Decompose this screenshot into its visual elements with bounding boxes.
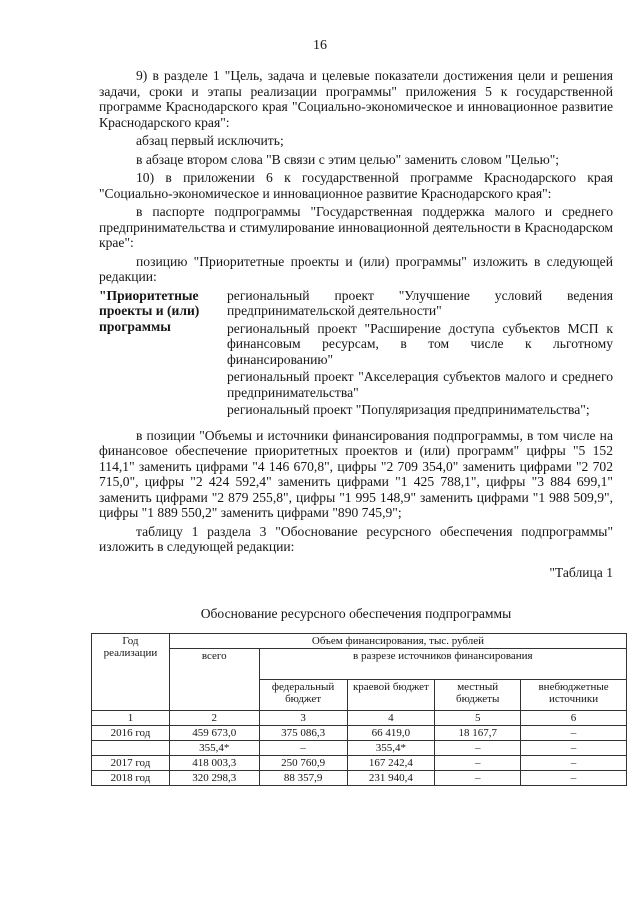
paragraph: таблицу 1 раздела 3 "Обоснование ресурсного обеспечения подпрограммы" изложить в следующей редакции: <box>99 523 613 554</box>
paragraph: в паспорте подпрограммы "Государственная поддержка малого и среднего предпринимательства и стимулирование инновационной деятельности в Краснодарском крае": <box>99 204 613 250</box>
paragraph: абзац первый исключить; <box>136 133 284 148</box>
column-number: 4 <box>347 710 435 725</box>
table-title: Обоснование ресурсного обеспечения подпрограммы <box>200 606 512 621</box>
header-regional: краевой бюджет <box>347 679 435 710</box>
header-volume: Объем финансирования, тыс. рублей <box>169 633 626 648</box>
paragraph: в абзаце втором слова "В связи с этим целью" заменить словом "Целью"; <box>136 151 560 167</box>
header-federal: федеральный бюджет <box>259 679 347 710</box>
table-header-row <box>92 633 627 648</box>
table-label: "Таблица 1 <box>549 564 613 580</box>
header-year: Год реализации <box>92 633 170 710</box>
table-row <box>92 770 627 785</box>
header-sources: в разрезе источников финансирования <box>259 648 626 679</box>
table-row <box>92 740 627 755</box>
table-header-row <box>92 648 627 679</box>
funding-table <box>91 633 627 786</box>
table-cell: 250 760,9 <box>259 755 347 770</box>
paragraph: 9) в разделе 1 "Цель, задача и целевые показатели достижения цели и решения задачи, сроки и этапы реализации программы" приложения 5 к государственной программе Краснодарского края "Социально-экономическое и инновационное развитие Краснодарского края": <box>99 68 613 130</box>
table-cell: – <box>521 755 627 770</box>
definition-label: "Приоритетные проекты и (или) программы <box>99 287 200 334</box>
definition-line: региональный проект "Улучшение условий ведения предпринимательской деятельности" <box>227 287 613 318</box>
table-cell: – <box>435 770 521 785</box>
table-cell <box>92 740 170 755</box>
table-cell: – <box>521 740 627 755</box>
table-cell: 459 673,0 <box>169 725 259 740</box>
table-cell: 2016 год <box>92 725 170 740</box>
definition-line: региональный проект "Популяризация предпринимательства"; <box>227 402 590 417</box>
definition-line: региональный проект "Расширение доступа субъектов МСП к финансовым ресурсам, в том числе к льготному финансированию" <box>227 320 613 367</box>
document-body <box>99 68 613 786</box>
header-total: всего <box>169 648 259 710</box>
table-cell: 418 003,3 <box>169 755 259 770</box>
table-cell: 66 419,0 <box>347 725 435 740</box>
table-cell: 2018 год <box>92 770 170 785</box>
table-cell: – <box>521 770 627 785</box>
table-row <box>92 755 627 770</box>
definition-lines <box>227 288 613 420</box>
column-number: 1 <box>92 710 170 725</box>
table-cell: 355,4* <box>347 740 435 755</box>
table-cell: 18 167,7 <box>435 725 521 740</box>
table-row <box>92 725 627 740</box>
table-cell: 355,4* <box>169 740 259 755</box>
header-local: местный бюджеты <box>435 679 521 710</box>
table-cell: – <box>521 725 627 740</box>
table-cell: – <box>259 740 347 755</box>
header-extrabudget: внебюджетные источники <box>521 679 627 710</box>
table-cell: – <box>435 755 521 770</box>
table-cell: 320 298,3 <box>169 770 259 785</box>
paragraph: в позиции "Объемы и источники финансирования подпрограммы, в том числе на финансовое обеспечение приоритетных проектов и (или) программ" цифры "5 152 114,1" заменить цифрами "4 146 670,8", цифры "2 709 354,0" заменить цифрами "2 702 715,0", цифры "2 424 592,4" заменить цифрами "1 425 788,1", цифры "3 884 699,1" заменить цифрами "2 879 255,8", цифры "1 995 148,9" заменить цифрами "1 988 509,9", цифры "1 889 550,2" заменить цифрами "890 745,9"; <box>99 427 613 520</box>
table-cell: 231 940,4 <box>347 770 435 785</box>
paragraph: позицию "Приоритетные проекты и (или) программы" изложить в следующей редакции: <box>99 253 613 284</box>
column-number: 2 <box>169 710 259 725</box>
paragraph: 10) в приложении 6 к государственной программе Краснодарского края "Социально-экономическое и инновационное развитие Краснодарского края": <box>99 170 613 201</box>
column-number: 3 <box>259 710 347 725</box>
table-cell: 88 357,9 <box>259 770 347 785</box>
table-number-row <box>92 710 627 725</box>
column-number: 5 <box>435 710 521 725</box>
definition-line: региональный проект "Акселерация субъектов малого и среднего предпринимательства" <box>227 369 613 400</box>
table-cell: 2017 год <box>92 755 170 770</box>
table-cell: 167 242,4 <box>347 755 435 770</box>
table-cell: – <box>435 740 521 755</box>
column-number: 6 <box>521 710 627 725</box>
table-cell: 375 086,3 <box>259 725 347 740</box>
page-number: 16 <box>313 38 327 53</box>
definition-block <box>99 288 613 420</box>
